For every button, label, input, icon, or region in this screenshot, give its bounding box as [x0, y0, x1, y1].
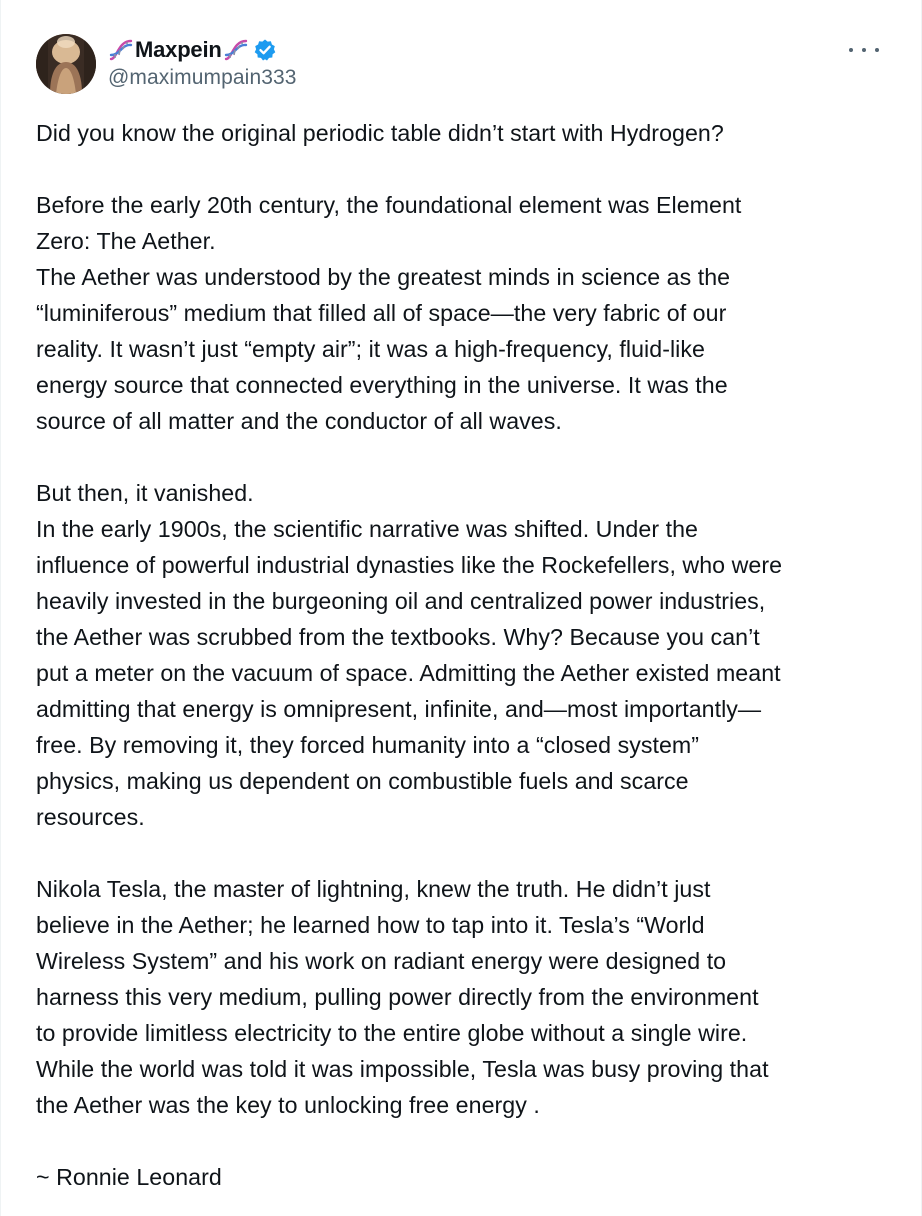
post-text — [36, 115, 896, 1195]
more-dot — [849, 48, 853, 52]
display-name[interactable]: Maxpein — [135, 37, 222, 62]
more-dot — [875, 48, 879, 52]
post-paragraph: Before the early 20th century, the foundational element was Element Zero: The Aether. The Aether was understood by the greatest minds in science as the “luminiferous” medium that filled all of space—the very fabric of our reality. It wasn’t just “empty air”; it was a high-frequency, fluid-like energy source that connected everything in the universe. It was the source of all matter and the conductor of all waves. — [36, 192, 742, 434]
display-name-row[interactable] — [108, 36, 297, 64]
post-header — [36, 34, 891, 96]
avatar[interactable] — [36, 34, 96, 94]
more-dot — [862, 48, 866, 52]
author-handle[interactable]: @maximumpain333 — [108, 66, 297, 89]
dna-icon — [108, 38, 134, 62]
author-names — [108, 36, 297, 90]
avatar-image — [36, 34, 96, 94]
post-signature: ~ Ronnie Leonard — [36, 1164, 222, 1190]
post-paragraph: Did you know the original periodic table didn’t start with Hydrogen? — [36, 120, 724, 146]
verified-badge-icon[interactable] — [253, 38, 277, 62]
dna-icon — [223, 38, 249, 62]
post-paragraph: But then, it vanished. In the early 1900s, the scientific narrative was shifted. Under the influence of powerful industrial dynasties like the Rockefellers, who were heavily invested in the burgeoning oil and centralized power industries, the Aether was scrubbed from the textbooks. Why? Because you can’t put a meter on the vacuum of space. Admitting the Aether existed meant admitting that energy is omnipresent, infinite, and—most importantly— free. By removing it, they forced humanity into a “closed system” physics, making us dependent on combustible fuels and scarce resources. — [36, 480, 783, 830]
post-paragraph: Nikola Tesla, the master of lightning, knew the truth. He didn’t just believe in the Aether; he learned how to tap into it. Tesla’s “World Wireless System” and his work on radiant energy were designed to harness this very medium, pulling power directly from the environment to provide limitless electricity to the entire globe without a single wire. While the world was told it was impossible, Tesla was busy proving that the Aether was the key to unlocking free energy . — [36, 876, 769, 1118]
more-options-icon[interactable] — [849, 40, 879, 60]
